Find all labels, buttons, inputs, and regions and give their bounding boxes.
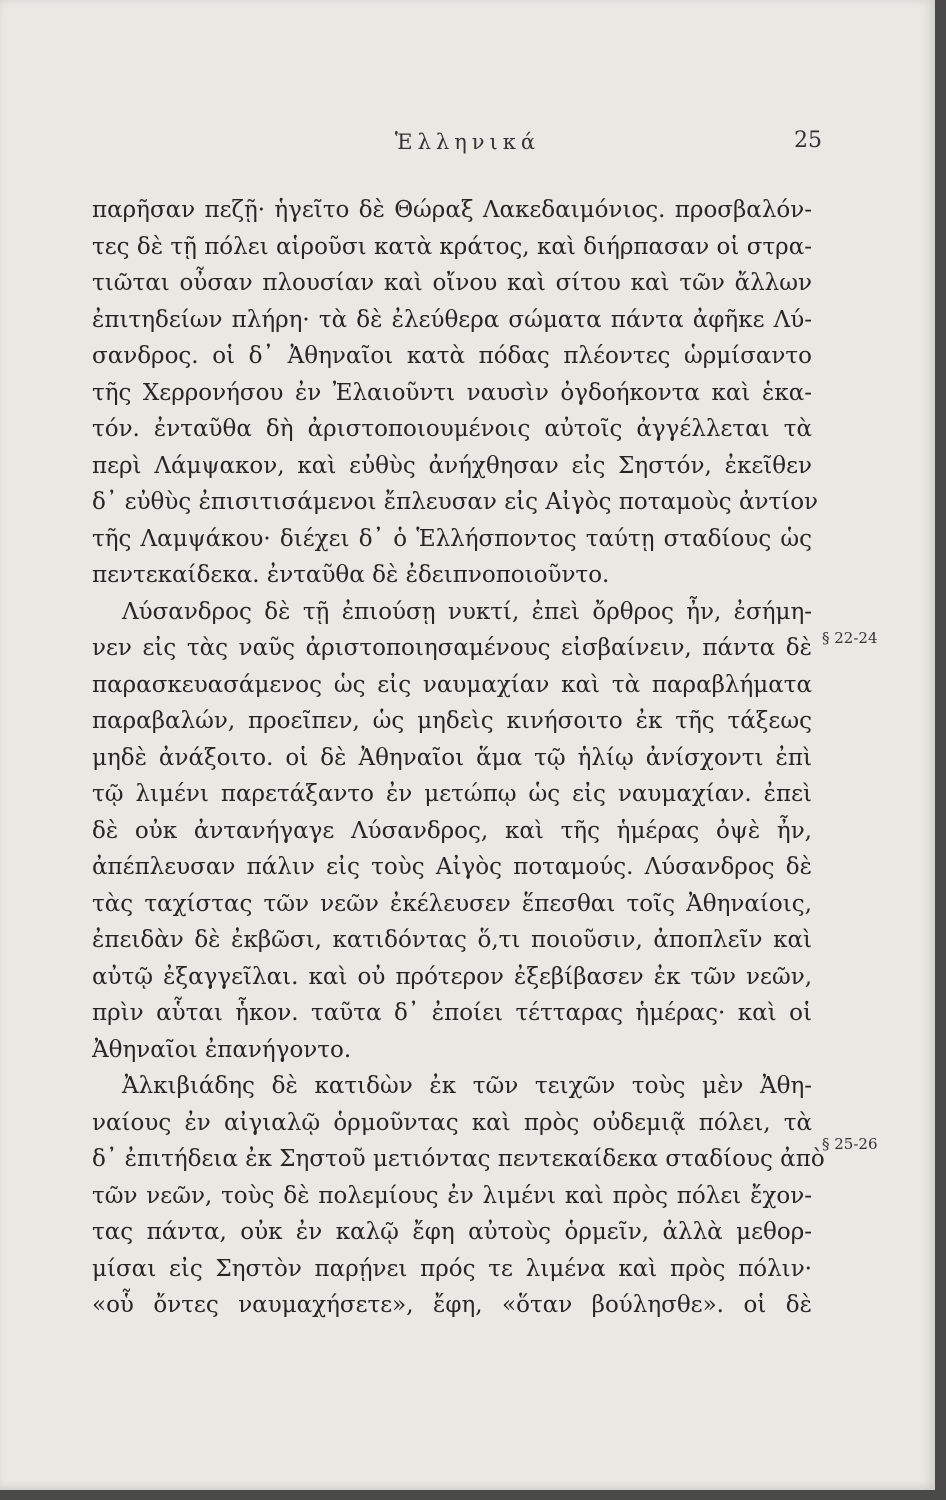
- margin-section-note: § 22-24: [822, 629, 878, 647]
- text-line: «οὗ ὄντες ναυμαχήσετε», ἔφη, «ὅταν βούλησθε». οἱ δὲ: [92, 1292, 812, 1318]
- text-line: τῆς Χερρονήσου ἐν Ἐλαιοῦντι ναυσὶν ὀγδοήκοντα καὶ ἑκα-: [92, 379, 812, 406]
- text-line: τῆς Λαμψάκου· διέχει δ᾽ ὁ Ἑλλήσποντος ταύτῃ σταδίους ὡς: [92, 525, 812, 552]
- text-line: τες δὲ τῇ πόλει αἱροῦσι κατὰ κράτος, καὶ διήρπασαν οἱ στρα-: [92, 233, 812, 260]
- text-line: τῶν νεῶν, τοὺς δὲ πολεμίους ἐν λιμένι καὶ πρὸς πόλει ἔχον-: [92, 1182, 812, 1209]
- text-line: Λύσανδρος δὲ τῇ ἐπιούσῃ νυκτί, ἐπεὶ ὄρθρος ἦν, ἐσήμη-: [122, 598, 812, 625]
- margin-section-note: § 25-26: [822, 1135, 878, 1153]
- text-line: μηδὲ ἀνάξοιτο. οἱ δὲ Ἀθηναῖοι ἅμα τῷ ἡλίῳ ἀνίσχοντι ἐπὶ: [92, 744, 812, 771]
- text-line: τῷ λιμένι παρετάξαντο ἐν μετώπῳ ὡς εἰς ναυμαχίαν. ἐπεὶ: [92, 781, 812, 807]
- text-line: Ἀθηναῖοι ἐπανήγοντο.: [92, 1036, 352, 1063]
- text-line: Ἀλκιβιάδης δὲ κατιδὼν ἐκ τῶν τειχῶν τοὺς μὲν Ἀθη-: [122, 1073, 812, 1099]
- text-line: τόν. ἐνταῦθα δὴ ἀριστοποιουμένοις αὐτοῖς ἀγγέλλεται τὰ: [92, 416, 812, 442]
- text-line: νεν εἰς τὰς ναῦς ἀριστοποιησαμένους εἰσβαίνειν, πάντα δὲ: [92, 635, 812, 661]
- text-line: περὶ Λάμψακον, καὶ εὐθὺς ἀνήχθησαν εἰς Σηστόν, ἐκεῖθεν: [92, 452, 812, 479]
- running-header-title: Ἑλληνικά: [394, 130, 541, 154]
- text-line: τιῶται οὖσαν πλουσίαν καὶ οἴνου καὶ σίτου καὶ τῶν ἄλλων: [92, 270, 812, 296]
- text-line: τὰς ταχίστας τῶν νεῶν ἐκέλευσεν ἕπεσθαι τοῖς Ἀθηναίοις,: [92, 890, 812, 917]
- text-line: ἐπειδὰν δὲ ἐκβῶσι, κατιδόντας ὅ,τι ποιοῦσιν, ἀποπλεῖν καὶ: [92, 927, 812, 953]
- text-line: δὲ οὐκ ἀντανήγαγε Λύσανδρος, καὶ τῆς ἡμέρας ὀψὲ ἦν,: [92, 817, 812, 844]
- text-line: ἀπέπλευσαν πάλιν εἰς τοὺς Αἰγὸς ποταμούς. Λύσανδρος δὲ: [92, 854, 812, 880]
- text-line: παρασκευασάμενος ὡς εἰς ναυμαχίαν καὶ τὰ παραβλήματα: [92, 671, 812, 698]
- text-line: πεντεκαίδεκα. ἐνταῦθα δὲ ἐδειπνοποιοῦντο.: [92, 562, 610, 588]
- text-line: αὐτῷ ἐξαγγεῖλαι. καὶ οὐ πρότερον ἐξεβίβασεν ἐκ τῶν νεῶν,: [92, 963, 812, 990]
- text-line: τας πάντα, οὐκ ἐν καλῷ ἔφη αὐτοὺς ὁρμεῖν, ἀλλὰ μεθορ-: [92, 1219, 812, 1245]
- text-line: πρὶν αὗται ἧκον. ταῦτα δ᾽ ἐποίει τέτταρας ἡμέρας· καὶ οἱ: [92, 1000, 812, 1026]
- text-line: δ᾽ εὐθὺς ἐπισιτισάμενοι ἔπλευσαν εἰς Αἰγὸς ποταμοὺς ἀντίον: [92, 489, 819, 515]
- text-line: παρῆσαν πεζῇ· ἡγεῖτο δὲ Θώραξ Λακεδαιμόνιος. προσβαλόν-: [92, 197, 812, 223]
- body-text: [92, 192, 825, 1324]
- text-line: ἐπιτηδείων πλήρη· τὰ δὲ ἐλεύθερα σώματα πάντα ἀφῆκε Λύ-: [92, 306, 812, 333]
- text-line: δ᾽ ἐπιτήδεια ἐκ Σηστοῦ μετιόντας πεντεκαίδεκα σταδίους ἀπὸ: [92, 1146, 825, 1172]
- text-line: σανδρος. οἱ δ᾽ Ἀθηναῖοι κατὰ πόδας πλέοντες ὡρμίσαντο: [92, 343, 812, 369]
- page-number: 25: [794, 128, 822, 153]
- text-line: ναίους ἐν αἰγιαλῷ ὁρμοῦντας καὶ πρὸς οὐδεμιᾷ πόλει, τὰ: [92, 1109, 812, 1136]
- text-line: μίσαι εἰς Σηστὸν παρῄνει πρός τε λιμένα καὶ πρὸς πόλιν·: [92, 1255, 812, 1282]
- text-line: παραβαλών, προεῖπεν, ὡς μηδεὶς κινήσοιτο ἐκ τῆς τάξεως: [92, 708, 812, 734]
